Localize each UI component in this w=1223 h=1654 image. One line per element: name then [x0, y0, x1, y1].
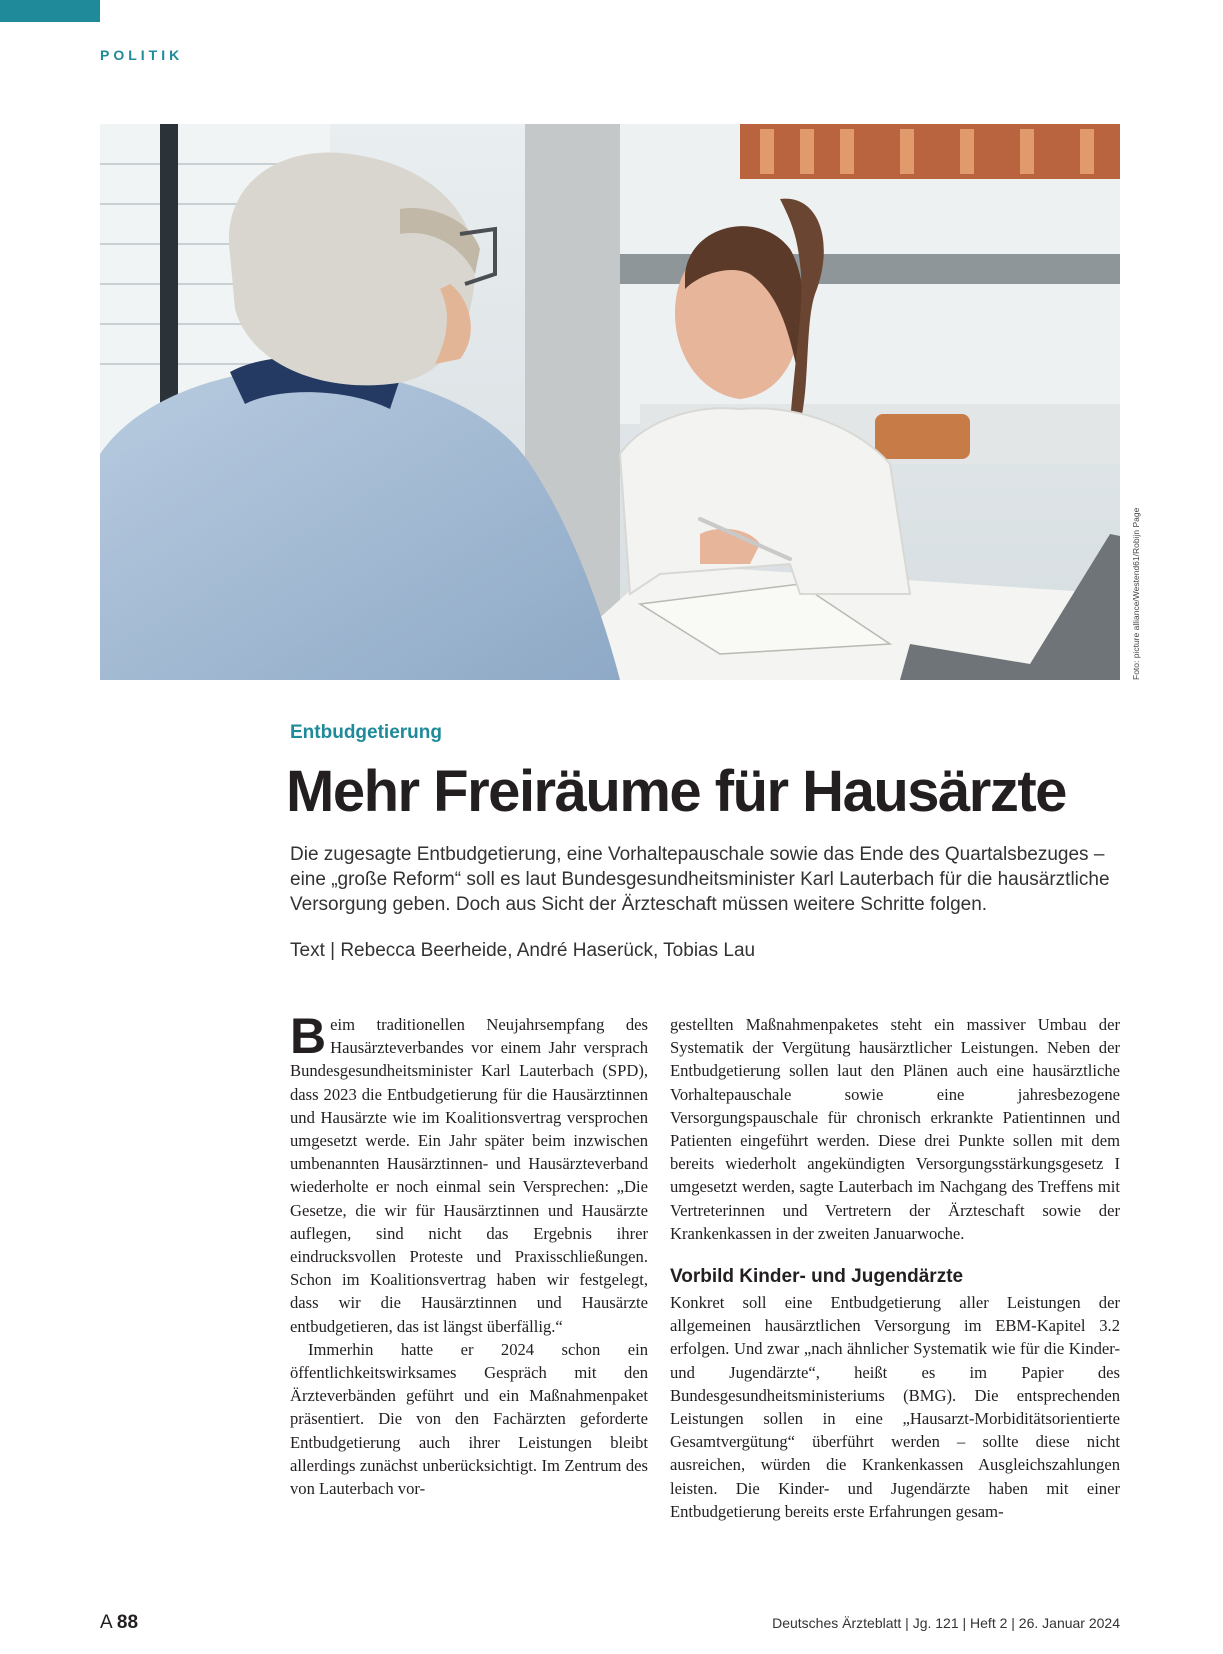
- article-column-right: [670, 1013, 1120, 1523]
- article-byline: Text | Rebecca Beerheide, André Haserück, Tobias Lau: [290, 940, 756, 961]
- page-number: [100, 1612, 138, 1634]
- article-title: Mehr Freiräume für Hausärzte: [286, 759, 1066, 824]
- journal-info: Deutsches Ärzteblatt | Jg. 121 | Heft 2 | 26. Januar 2024: [772, 1615, 1120, 1631]
- paragraph-4: Konkret soll eine Entbudgetierung aller Leistungen der allgemeinen hausärztlichen Versorgung im EBM-Kapitel 3.2 erfolgen. Und zwar „nach ähnlicher Systematik wie für die Kinder- und Jugendärzte“, heißt es im Papier des Bundesgesundheitsministeriums (BMG). Die entsprechenden Leistungen sollen in eine „Hausarzt-Morbiditätsorientierte Gesamtvergütung“ überführt werden – sollte diese nicht ausreichen, würden die Krankenkassen Ausgleichszahlungen leisten. Die Kinder- und Jugendärzte haben mit einer Entbudgetierung bereits erste Erfahrungen gesam-: [670, 1293, 1120, 1521]
- paragraph-1: [290, 1008, 648, 1338]
- paragraph-1-text: eim traditionellen Neujahrsempfang des Hausärzteverbandes vor einem Jahr versprach Bundesgesundheitsminister Karl Lauterbach (SPD), dass 2023 die Entbudgetierung für die Hausärztinnen und Hausärzte wie im Koalitionsvertrag versprochen umgesetzt werde. Ein Jahr später beim inzwischen umbenannten Hausärztinnen- und Hausärzteverband wiederholte er noch einmal sein Versprechen: „Die Gesetze, die wir für Hausärztinnen und Hausärzte auflegen, sind nicht das Ergebnis ihrer eindrucksvollen Proteste und Praxisschließungen. Schon im Koalitionsvertrag haben wir festgelegt, dass wir die Hausärztinnen und Hausärzte entbudgetieren, das ist längst überfällig.“: [290, 1015, 648, 1336]
- article-subheading: Vorbild Kinder- und Jugendärzte: [670, 1266, 964, 1288]
- article-photo: [100, 124, 1120, 680]
- page-prefix: A: [100, 1612, 112, 1633]
- drop-cap: B: [290, 1008, 327, 1064]
- article-lead: Die zugesagte Entbudgetierung, eine Vorhaltepauschale sowie das Ende des Quartalsbezuges – eine „große Reform“ soll es laut Bundesgesundheitsminister Karl Lauterbach für die hausärztliche Versorgung geben. Doch aus Sicht der Ärzteschaft müssen weitere Schritte folgen.: [290, 844, 1110, 915]
- accent-bar: [0, 0, 100, 22]
- paragraph-3: gestellten Maßnahmenpaketes steht ein massiver Umbau der Systematik der Vergütung hausärztlicher Leistungen. Neben der Entbudgetierung sollen laut den Plänen auch eine hausärztliche Vorhaltepauschale sowie eine jahresbezogene Versorgungspauschale für chronisch erkrankte Patientinnen und Patienten eingeführt werden. Diese drei Punkte sollen mit dem bereits wiederholt angekündigten Versorgungsstärkungsgesetz I umgesetzt werden, sagte Lauterbach im Nachgang des Treffens mit Vertreterinnen und Vertretern der Ärzteschaft sowie der Krankenkassen in der zweiten Januarwoche.: [670, 1015, 1120, 1243]
- page-number-value: 88: [116, 1612, 139, 1633]
- section-label: POLITIK: [100, 47, 184, 63]
- article-kicker: Entbudgetierung: [290, 722, 442, 743]
- photo-credit: Foto: picture alliance/Westend61/Robijn Page: [1131, 507, 1141, 680]
- paragraph-2: Immerhin hatte er 2024 schon ein öffentlichkeitswirksames Gespräch mit den Ärzteverbänden geführt und ein Maßnahmenpaket präsentiert. Die von den Fachärzten geforderte Entbudgetierung auch ihrer Leistungen bleibt allerdings zunächst unberücksichtigt. Im Zentrum des von Lauterbach vor-: [290, 1339, 648, 1499]
- article-column-left: [290, 1008, 648, 1500]
- photo-illustration: [100, 124, 1120, 680]
